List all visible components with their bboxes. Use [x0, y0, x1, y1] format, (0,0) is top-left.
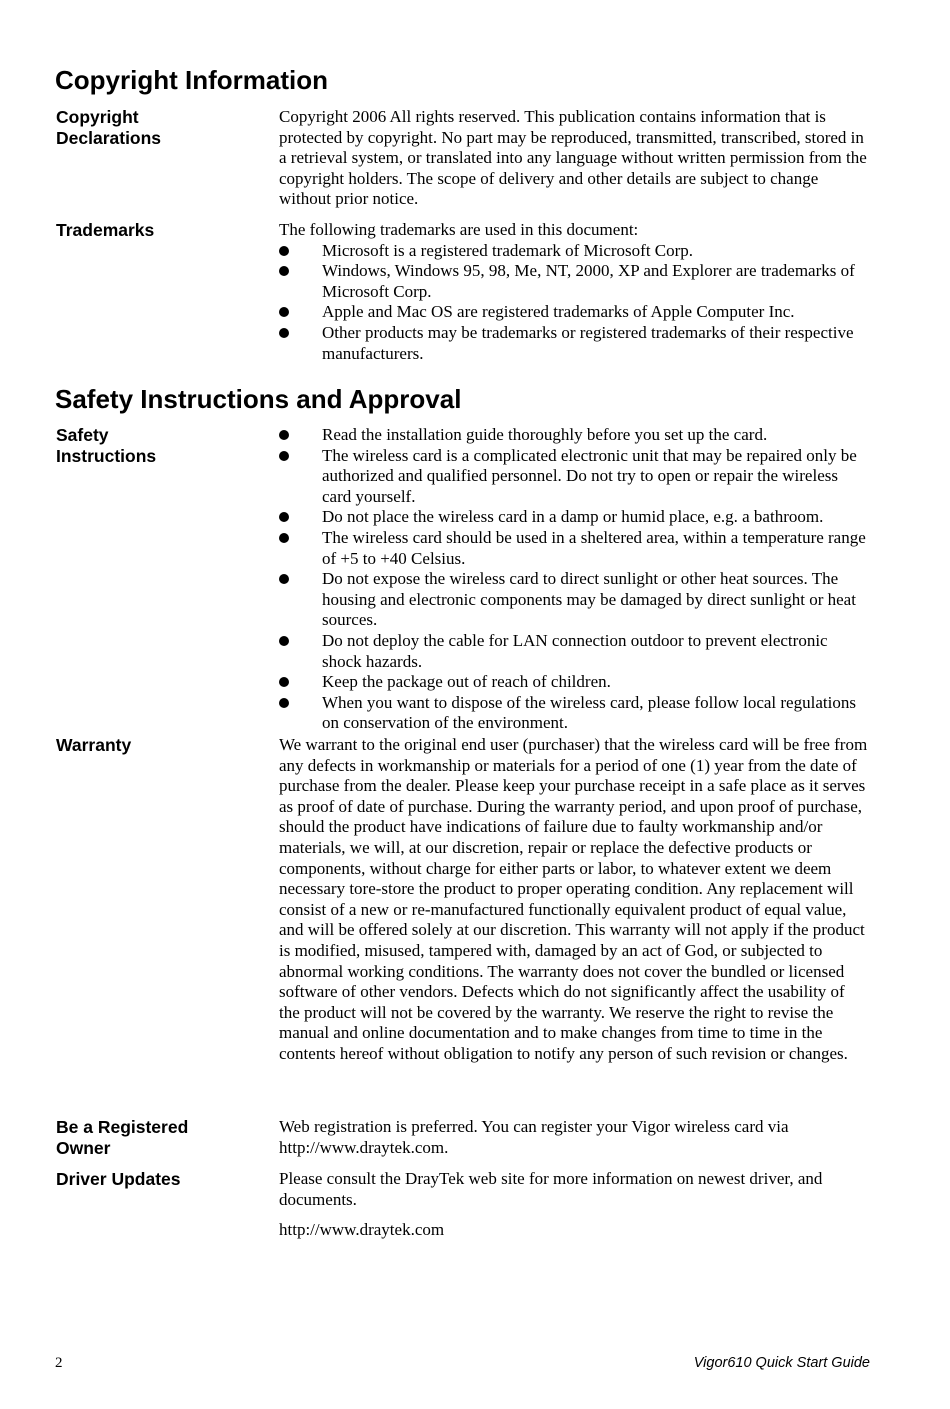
- warranty-body: [279, 735, 869, 1065]
- driver-updates-body: [279, 1169, 869, 1241]
- guide-title: Vigor610 Quick Start Guide: [693, 1355, 870, 1371]
- copyright-declarations-body: [279, 107, 869, 210]
- list-item: Apple and Mac OS are registered trademarks of Apple Computer Inc.: [279, 302, 869, 323]
- safety-instructions-list: [279, 425, 869, 734]
- registered-owner-body: [279, 1117, 869, 1158]
- safety-heading: Safety Instructions and Approval: [55, 384, 462, 414]
- safety-instructions-label: Safety Instructions: [56, 425, 157, 466]
- list-item: Read the installation guide thoroughly before you set up the card.: [279, 425, 869, 446]
- warranty-text: We warrant to the original end user (purchaser) that the wireless card will be free from any defects in workmanship or materials for a period of one (1) year from the date of purchase from the dealer. Please keep your purchase receipt in a safe place as it serves as proof of date of purchase. During the warranty period, and upon proof of purchase, should the product have indications of failure due to faulty workmanship and/or materials, we will, at our discretion, repair or replace the defective products or components, without charge for either parts or labor, to whatever extent we deem necessary tore-store the product to proper operating condition. Any replacement will consist of a new or re-manufactured functionally equivalent product of equal value, and will be offered solely at our discretion. This warranty will not apply if the product is modified, misused, tampered with, damaged by an act of God, or subjected to abnormal working conditions. The warranty does not cover the bundled or licensed software of other vendors. Defects which do not significantly affect the usability of the product will not be covered by the warranty. We reserve the right to revise the manual and online documentation and to make changes from time to time in the contents hereof without obligation to notify any person of such revision or changes.: [279, 735, 868, 1063]
- list-item: When you want to dispose of the wireless card, please follow local regulations on conservation of the environment.: [279, 693, 869, 734]
- page-number: 2: [55, 1355, 63, 1371]
- copyright-declarations-text: Copyright 2006 All rights reserved. This publication contains information that is protected by copyright. No part may be reproduced, transmitted, transcribed, stored in a retrieval system, or translated into any language without written permission from the copyright holders. The scope of delivery and other details are subject to change without prior notice.: [279, 107, 867, 209]
- list-item: Do not deploy the cable for LAN connection outdoor to prevent electronic shock hazards.: [279, 631, 869, 672]
- safety-instructions-body: [279, 425, 869, 734]
- trademarks-label: Trademarks: [56, 220, 155, 240]
- list-item: Microsoft is a registered trademark of Microsoft Corp.: [279, 241, 869, 262]
- copyright-declarations-label: Copyright Declarations: [56, 107, 162, 148]
- list-item: Other products may be trademarks or registered trademarks of their respective manufacturers.: [279, 323, 869, 364]
- list-item: Windows, Windows 95, 98, Me, NT, 2000, XP and Explorer are trademarks of Microsoft Corp.: [279, 261, 869, 302]
- registered-owner-text: Web registration is preferred. You can register your Vigor wireless card via http://www.draytek.com.: [279, 1117, 789, 1157]
- registered-owner-label: Be a Registered Owner: [56, 1117, 189, 1158]
- driver-updates-link[interactable]: http://www.draytek.com: [279, 1220, 445, 1240]
- trademarks-list: [279, 241, 869, 365]
- list-item: Do not place the wireless card in a damp or humid place, e.g. a bathroom.: [279, 507, 869, 528]
- list-item: The wireless card is a complicated electronic unit that may be repaired only be authorized and qualified personnel. Do not try to open or repair the wireless card yourself.: [279, 446, 869, 508]
- warranty-label: Warranty: [56, 735, 132, 755]
- trademarks-intro: The following trademarks are used in this document:: [279, 220, 639, 239]
- driver-updates-text: Please consult the DrayTek web site for more information on newest driver, and documents.: [279, 1169, 823, 1209]
- list-item: Do not expose the wireless card to direct sunlight or other heat sources. The housing and electronic components may be damaged by direct sunlight or heat sources.: [279, 569, 869, 631]
- trademarks-body: [279, 220, 869, 364]
- copyright-heading: Copyright Information: [55, 65, 328, 95]
- list-item: The wireless card should be used in a sheltered area, within a temperature range of +5 to +40 Celsius.: [279, 528, 869, 569]
- list-item: Keep the package out of reach of children.: [279, 672, 869, 693]
- driver-updates-label: Driver Updates: [56, 1169, 181, 1189]
